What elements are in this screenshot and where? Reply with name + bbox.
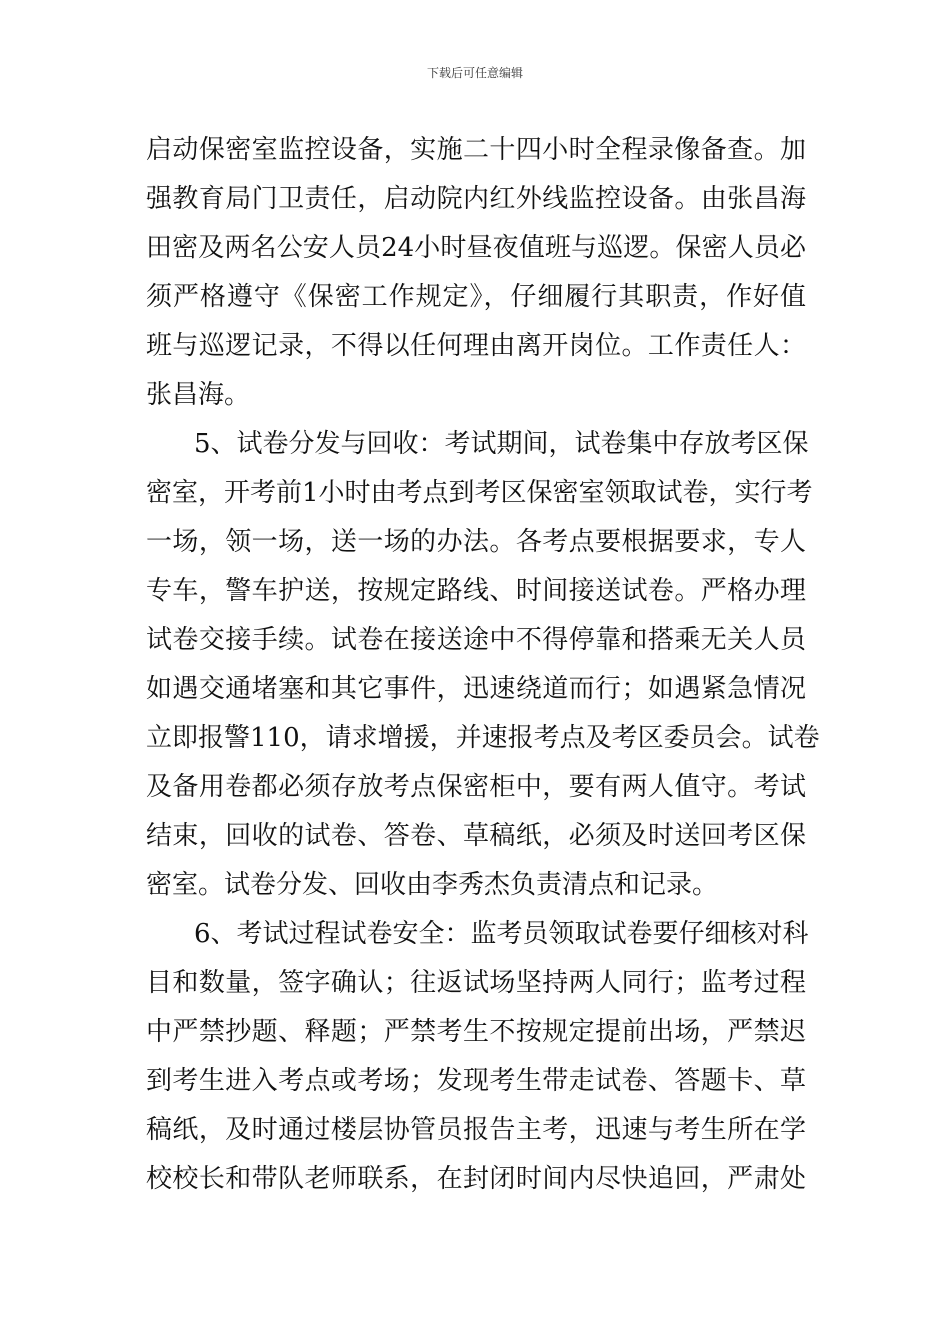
text-line: 及备用卷都必须存放考点保密柜中，要有两人值守。考试 <box>146 772 806 802</box>
text-line: 专车，警车护送，按规定路线、时间接送试卷。严格办理 <box>146 576 806 606</box>
paragraph-5-first-line: 5、试卷分发与回收：考试期间，试卷集中存放考区保 <box>194 429 809 459</box>
text-line: 启动保密室监控设备，实施二十四小时全程录像备查。加 <box>146 135 806 165</box>
text-line: 须严格遵守《保密工作规定》，仔细履行其职责，作好值 <box>146 282 806 312</box>
paragraph-6-first-line: 6、考试过程试卷安全：监考员领取试卷要仔细核对科 <box>194 919 809 949</box>
text-line: 结束，回收的试卷、答卷、草稿纸，必须及时送回考区保 <box>146 821 806 851</box>
text-line: 密室。试卷分发、回收由李秀杰负责清点和记录。 <box>146 870 719 900</box>
text-line: 到考生进入考点或考场；发现考生带走试卷、答题卡、草 <box>146 1066 806 1096</box>
text-line: 密室，开考前1小时由考点到考区保密室领取试卷，实行考 <box>146 478 813 508</box>
text-line: 校校长和带队老师联系，在封闭时间内尽快追回，严肃处 <box>146 1164 806 1194</box>
text-line: 张昌海。 <box>146 380 251 410</box>
text-line: 目和数量，签字确认；往返试场坚持两人同行；监考过程 <box>146 968 806 998</box>
text-line: 强教育局门卫责任，启动院内红外线监控设备。由张昌海 <box>146 184 806 214</box>
text-line: 如遇交通堵塞和其它事件，迅速绕道而行；如遇紧急情况 <box>146 674 806 704</box>
text-line: 班与巡逻记录，不得以任何理由离开岗位。工作责任人： <box>146 331 806 361</box>
page-header-note: 下载后可任意编辑 <box>426 66 523 80</box>
text-line: 田密及两名公安人员24小时昼夜值班与巡逻。保密人员必 <box>146 233 806 263</box>
text-line: 立即报警110，请求增援，并速报考点及考区委员会。试卷 <box>146 723 820 753</box>
text-line: 试卷交接手续。试卷在接送途中不得停靠和搭乘无关人员 <box>146 625 806 655</box>
text-line: 稿纸，及时通过楼层协管员报告主考，迅速与考生所在学 <box>146 1115 806 1145</box>
text-line: 一场，领一场，送一场的办法。各考点要根据要求，专人 <box>146 527 806 557</box>
text-line: 中严禁抄题、释题；严禁考生不按规定提前出场，严禁迟 <box>146 1017 806 1047</box>
